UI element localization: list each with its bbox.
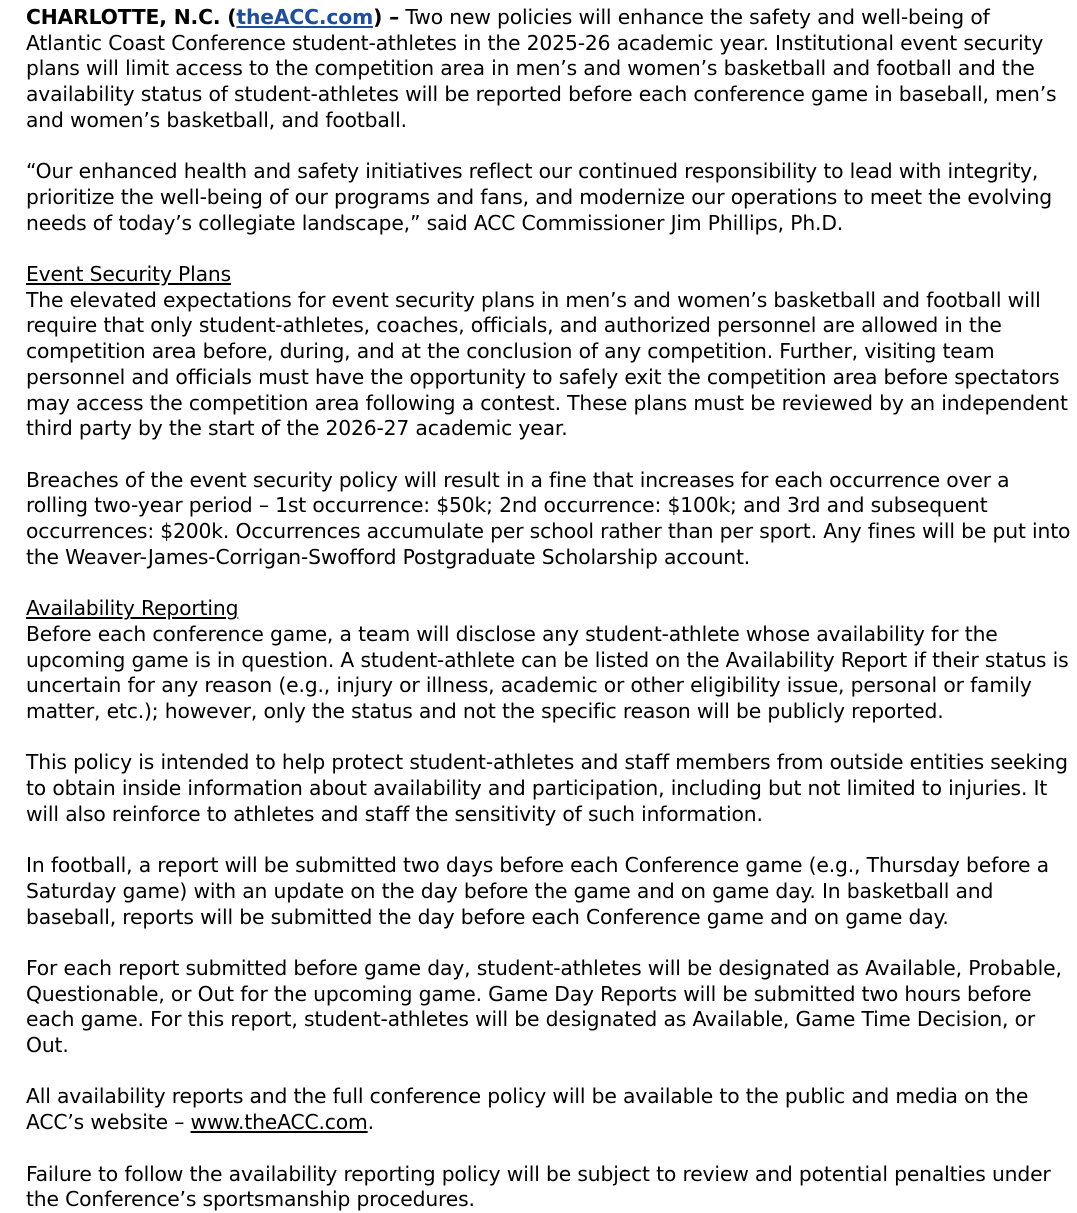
intro-paragraph — [26, 5, 1071, 134]
availability-paragraph-3: In football, a report will be submitted two days before each Conference game (e.g., Thursday before a Saturday game) with an update on the day before the game and on game day. In basketball and baseball, reports will be submitted the day before each Conference game and on game day. — [26, 853, 1049, 929]
website-prefix: All availability reports and the full conference policy will be available to the public and media on the ACC’s website – — [26, 1084, 1029, 1135]
website-link[interactable]: www.theACC.com — [190, 1110, 368, 1135]
website-suffix: . — [367, 1110, 374, 1135]
intro-body: Two new policies will enhance the safety and well-being of Atlantic Coast Conference student-athletes in the 2025-26 academic year. Institutional event security plans will limit access to the competition area in men’s and women’s basketball and football and the availability status of student-athletes will be reported before each conference game in baseball, men’s and women’s basketball, and football. — [26, 5, 1057, 132]
press-release — [26, 5, 1071, 1213]
dateline-suffix: ) – — [373, 5, 400, 29]
availability-paragraph-6: Failure to follow the availability reporting policy will be subject to review and potential penalties under the Conference’s sportsmanship procedures. — [26, 1161, 1051, 1212]
event-security-heading: Event Security Plans — [26, 262, 231, 286]
dateline-prefix: CHARLOTTE, N.C. ( — [26, 5, 237, 29]
theacc-link[interactable]: theACC.com — [236, 5, 374, 29]
availability-paragraph-5 — [26, 1084, 1071, 1135]
availability-paragraph-2: This policy is intended to help protect student-athletes and staff members from outside entities seeking to obtain inside information about availability and participation, including but not limited to injuries. It will also reinforce to athletes and staff the sensitivity of such information. — [26, 750, 1068, 826]
availability-paragraph-1: Before each conference game, a team will disclose any student-athlete whose availability for the upcoming game is in question. A student-athlete can be listed on the Availability Report if their status is uncertain for any reason (e.g., injury or illness, academic or other eligibility issue, personal or family matter, etc.); however, only the status and not the specific reason will be publicly reported. — [26, 621, 1069, 723]
availability-heading: Availability Reporting — [26, 596, 239, 621]
event-security-paragraph-2: Breaches of the event security policy will result in a fine that increases for each occurrence over a rolling two-year period – 1st occurrence: $50k; 2nd occurrence: $100k; and 3rd and subsequent occurrences: $200k. Occurrences accumulate per school rather than per sport. Any fines will be put into the Weaver-James-Corrigan-Swofford Postgraduate Scholarship account. — [26, 467, 1071, 569]
event-security-paragraph-1: The elevated expectations for event security plans in men’s and women’s basketball and football will require that only student-athletes, coaches, officials, and authorized personnel are allowed in the competition area before, during, and at the conclusion of any competition. Further, visiting team personnel and officials must have the opportunity to safely exit the competition area before spectators may access the competition area following a contest. These plans must be reviewed by an independent third party by the start of the 2026-27 academic year. — [26, 287, 1068, 441]
availability-paragraph-4: For each report submitted before game day, student-athletes will be designated as Available, Probable, Questionable, or Out for the upcoming game. Game Day Reports will be submitted two hours before each game. For this report, student-athletes will be designated as Available, Game Time Decision, or Out. — [26, 955, 1062, 1058]
commissioner-quote: “Our enhanced health and safety initiatives reflect our continued responsibility to lead with integrity, prioritize the well-being of our programs and fans, and modernize our operations to meet the evolving needs of today’s collegiate landscape,” said ACC Commissioner Jim Phillips, Ph.D. — [26, 159, 1053, 235]
